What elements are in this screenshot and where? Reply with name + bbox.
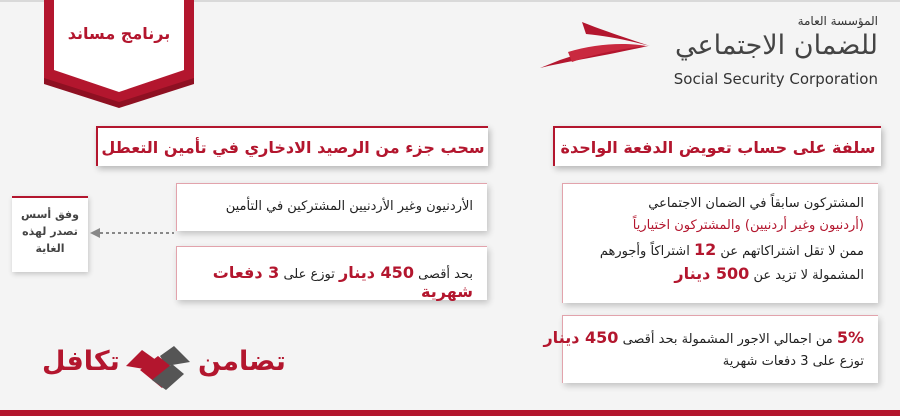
- right-eligibility-line3: [600, 240, 864, 259]
- right-eligibility-line4-a: المشمولة لا تزيد عن: [753, 268, 864, 283]
- logo-org-type: المؤسسة العامة: [797, 14, 878, 28]
- banner-shape: [30, 0, 208, 112]
- right-amount-line1-a: من اجمالي الاجور المشمولة بحد أقصى: [622, 332, 833, 347]
- program-banner: [30, 0, 208, 112]
- left-amount-text: [177, 263, 473, 301]
- logo-english-name: Social Security Corporation: [673, 70, 878, 88]
- solidarity-logo: [38, 334, 288, 394]
- left-eligibility-text: الأردنيون وغير الأردنيين المشتركين في التأمين: [225, 199, 473, 214]
- right-amount-line2: توزع على 3 دفعات شهرية: [722, 354, 864, 369]
- side-note: وفق أسس تصدر لهذه الغاية: [12, 196, 88, 272]
- dotted-arrow-icon: [90, 227, 174, 239]
- right-amount-value: 450 دينار: [543, 328, 619, 347]
- solidarity-word-takaful: تكافل: [42, 346, 120, 377]
- left-amount-count: 3 دفعات شهرية: [212, 263, 473, 301]
- banner-label: برنامج مساند: [67, 24, 171, 43]
- left-section-header: سحب جزء من الرصيد الادخاري في تأمين التعطل: [96, 126, 488, 166]
- right-eligibility-line2: (أردنيون وغير أردنيين) والمشتركون اختيارياً: [632, 218, 864, 233]
- right-eligibility-box: [562, 183, 878, 303]
- right-amount-line1: [543, 328, 864, 347]
- right-eligibility-line1: المشتركون سابقاً في الضمان الاجتماعي: [648, 196, 864, 211]
- bottom-bar: [0, 410, 900, 416]
- left-eligibility-box: [176, 183, 487, 231]
- right-eligibility-line4: [674, 264, 864, 283]
- solidarity-word-tadamun: تضامن: [198, 346, 286, 377]
- right-eligibility-min-count: 12: [693, 240, 717, 259]
- right-eligibility-line3-a: ممن لا تقل اشتراكاتهم عن: [720, 244, 864, 259]
- right-section-header: سلفة على حساب تعويض الدفعة الواحدة: [553, 126, 881, 166]
- ssc-logo: [522, 10, 882, 90]
- handshake-icon: [122, 336, 194, 392]
- left-amount-prefix: بحد أقصى: [418, 267, 473, 282]
- left-amount-middle: توزع على: [283, 267, 335, 282]
- logo-arabic-name: للضمان الاجتماعي: [674, 30, 878, 61]
- left-amount-box: [176, 246, 487, 300]
- ssc-wing-icon: [534, 16, 654, 86]
- left-amount-value: 450 دينار: [339, 263, 414, 282]
- right-eligibility-line3-b: اشتراكاً وأجورهم: [599, 244, 690, 259]
- right-amount-percent: 5%: [836, 328, 864, 347]
- right-amount-box: [543, 315, 878, 383]
- right-eligibility-max-wage: 500 دينار: [674, 264, 750, 283]
